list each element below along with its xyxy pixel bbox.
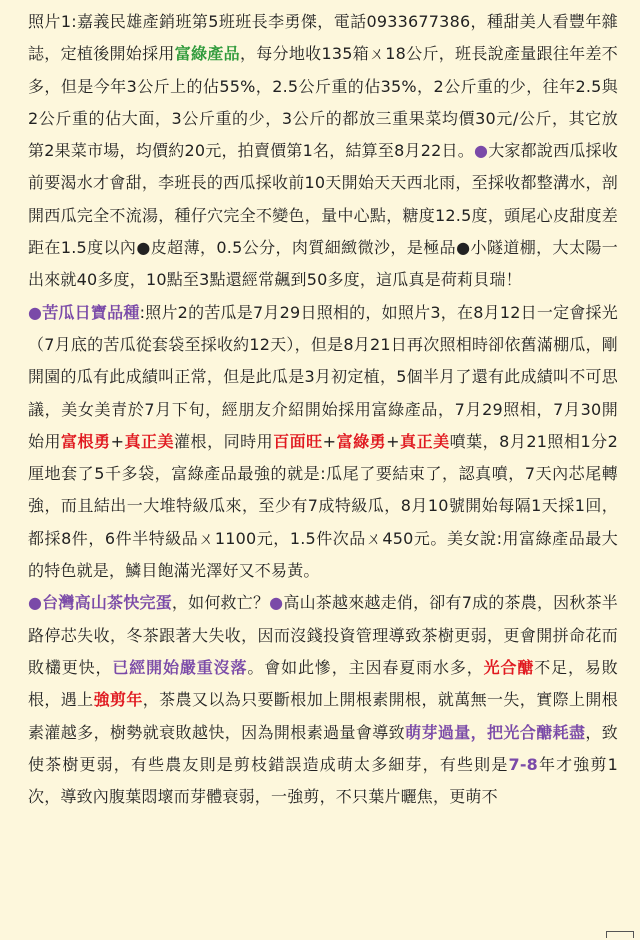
- p3-segment: ，如何救亡？: [171, 593, 270, 613]
- p2-segment: +: [386, 431, 400, 451]
- page-corner-mark: [606, 931, 634, 938]
- p3-segment: ●台灣高山茶快完蛋: [28, 593, 172, 613]
- p1-segment: ●: [474, 141, 489, 161]
- p3-segment: 高山茶越來越走俏，卻有7成的茶農，因秋茶半路停芯失收，冬茶跟著大失收，因而沒錢投資管理導致茶樹更弱，更會開拼命花而敗欉更快，: [28, 593, 619, 677]
- p1-segment: ●: [136, 238, 151, 258]
- p1-segment: 皮超薄，0.5公分，肉質細緻微沙，是極品: [150, 238, 457, 258]
- p2-segment: 富根勇: [61, 431, 111, 451]
- p3-segment: 光合醣: [483, 657, 535, 677]
- p1-segment: ●: [456, 238, 471, 258]
- p1-segment: 小隧道棚，大太陽一出來就40多度，10點至3點還經常飆到50多度，這瓜真是荷莉貝瑞！: [28, 238, 618, 290]
- p3-segment: 7-8: [508, 754, 539, 774]
- p2-segment: 富綠勇: [336, 431, 387, 451]
- p2-segment: +: [110, 431, 125, 451]
- p3-segment: 。會如此慘，主因春夏雨水多，: [247, 657, 484, 677]
- paragraph-watermelon: [28, 6, 618, 297]
- p2-segment: 噴葉，8月21照相1分2厘地套了5千多袋，富綠產品最強的就是:瓜尾了要結束了，認真噴，7天內芯尾轉強，而且結出一大堆特級瓜來，至少有7成特級瓜，8月10號開始每隔1天採1回，都採8件，6件半特級品ㄨ1100元，1.5件次品ㄨ450元。美女說:用富綠產品最大的特色就是，鱗目飽滿光澤好又不易黃。: [28, 431, 619, 581]
- p2-segment: :照片2的苦瓜是7月29日照相的，如照片3，在8月12日一定會採光（7月底的苦瓜從套袋至採收約12天），但是8月21日再次照相時卻依舊滿棚瓜，剛開園的瓜有此成績叫正常，但是此瓜是3月初定植，5個半月了還有此成績叫不可思議，美女美青於7月下旬，經朋友介紹開始採用富綠產品，7月29照相，7月30開始用: [28, 302, 618, 451]
- p2-segment: 灌根，同時用: [174, 431, 274, 451]
- p2-segment: 真正美: [399, 431, 450, 451]
- p3-segment: ，茶農又以為只要斷根加上開根素開根，就萬無一失，實際上開根素灌越多，樹勢就衰敗越快，因為開根素過量會導致: [28, 690, 618, 742]
- p2-segment: ●苦瓜日寶品種: [28, 302, 140, 322]
- p1-segment: 富綠產品: [174, 44, 240, 64]
- article-body: [28, 6, 618, 813]
- p3-segment: 年才強剪1次，導致內腹葉悶壞而芽體衰弱，一強剪，不只葉片曬焦，更萌不: [28, 754, 618, 807]
- p2-segment: +: [322, 431, 337, 451]
- paragraph-bitter-melon: [28, 297, 618, 588]
- p1-segment: ，每分地收135箱ㄨ18公斤，班長說產量跟往年差不多，但是今年3公斤上的佔55%，2.5公斤重的佔35%，2公斤重的少，往年2.5與2公斤重的佔大面，3公斤重的少，3公斤的都放三重果菜均價30元/公斤，其它放第2果菜市場，均價約20元，拍賣價第1名，結算至8月22日。: [28, 44, 618, 161]
- p3-segment: 萌芽過量，把光合醣耗盡: [405, 722, 586, 742]
- p2-segment: 百面旺: [273, 431, 323, 451]
- p3-segment: ，致使茶樹更弱，有些農友則是剪枝錯誤造成萌太多細芽，有些則是: [28, 722, 619, 774]
- paragraph-highland-tea: [28, 587, 618, 813]
- p1-segment: 照片1:嘉義民雄產銷班第5班班長李勇傑，電話0933677386，種甜美人看豐年雜誌，定植後開始採用: [28, 12, 618, 64]
- p3-segment: 不足，易敗根，遇上: [28, 657, 618, 710]
- p1-segment: 大家都說西瓜採收前要渴水才會甜，李班長的西瓜採收前10天開始天天西北雨，至採收都整溝水，剖開西瓜完全不流湯，種仔穴完全不變色，量中心點，糖度12.5度，頭尾心皮甜度差距在1.5度以內: [28, 141, 618, 258]
- p3-segment: 強剪年: [93, 690, 143, 710]
- p3-segment: ●: [269, 593, 284, 613]
- p3-segment: 已經開始嚴重沒落: [112, 657, 248, 677]
- p2-segment: 真正美: [124, 431, 175, 451]
